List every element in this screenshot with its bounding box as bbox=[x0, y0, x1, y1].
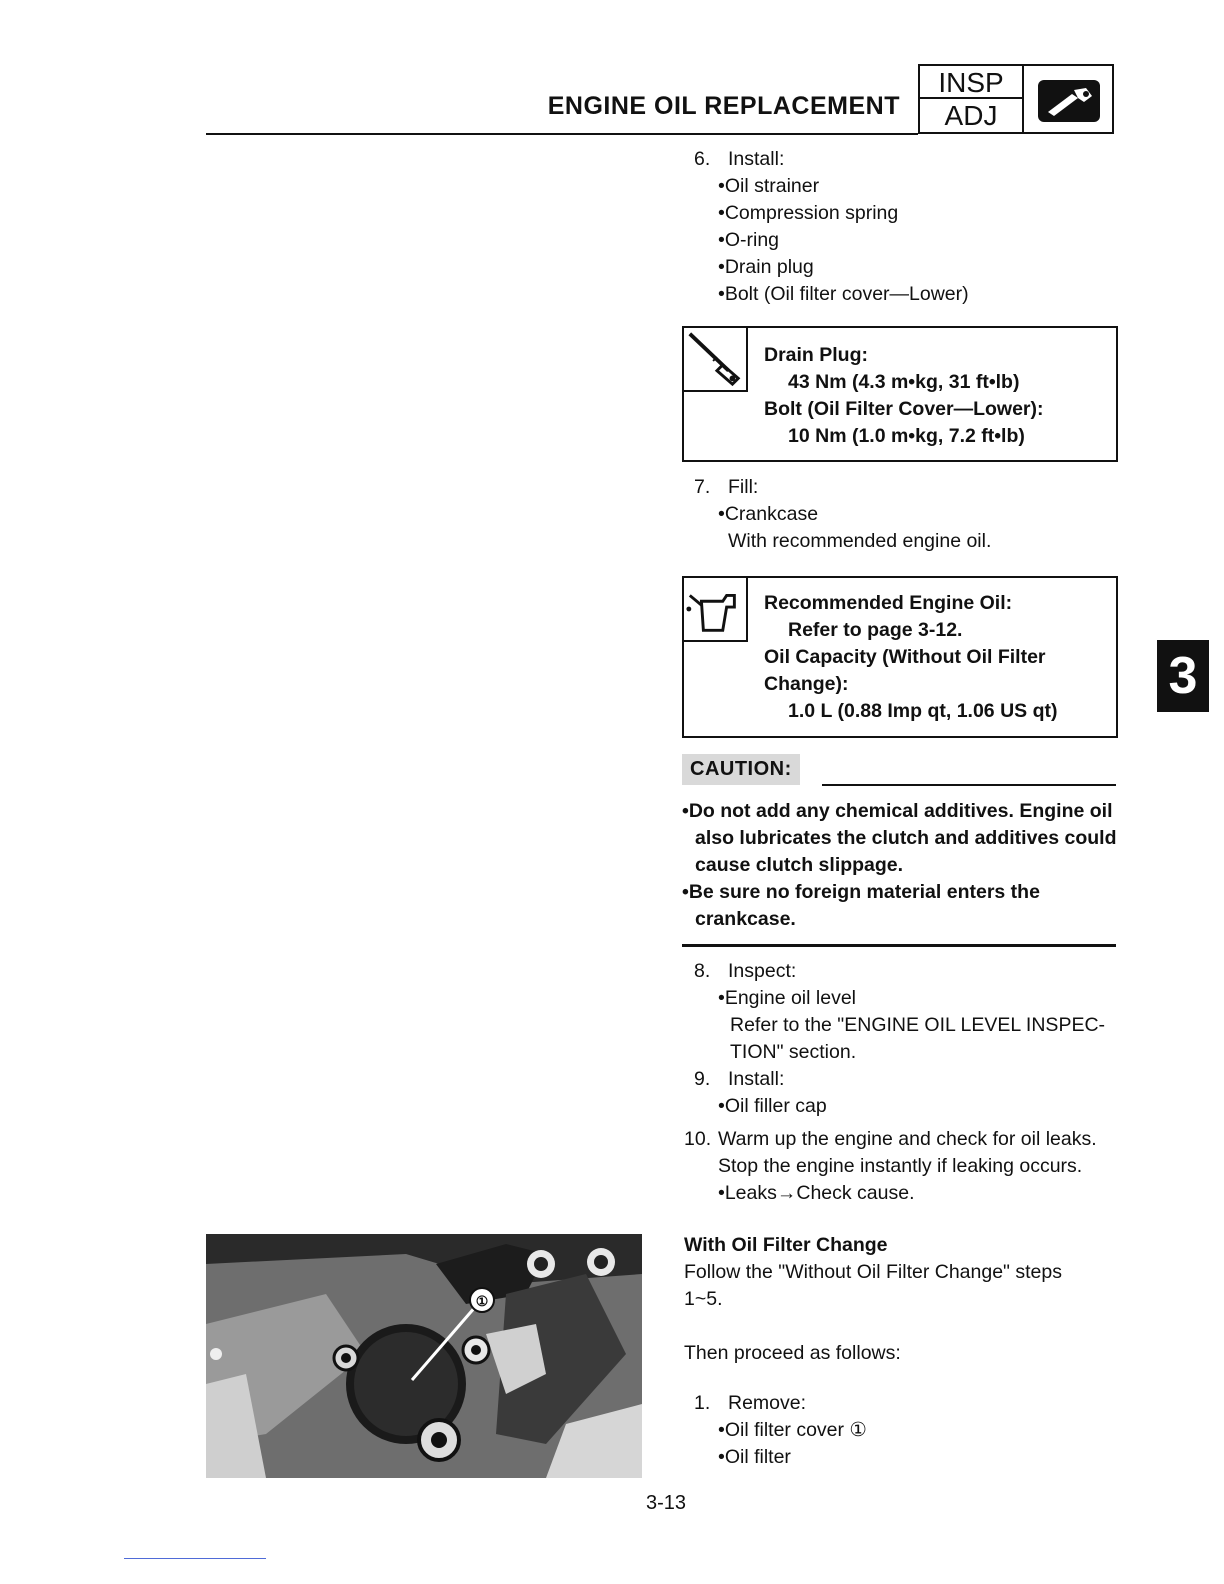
oil-can-icon bbox=[684, 578, 748, 642]
step-number: 9. bbox=[694, 1068, 711, 1090]
step-label: Fill: bbox=[728, 476, 759, 498]
step-line: Stop the engine instantly if leaking occurs. bbox=[718, 1155, 1083, 1177]
spec-value: Refer to page 3-12. bbox=[788, 619, 963, 641]
chapter-tab: 3 bbox=[1157, 640, 1209, 712]
header-rule bbox=[206, 133, 918, 135]
filter-change-section bbox=[684, 1232, 1120, 1471]
badge-insp: INSP bbox=[920, 66, 1024, 99]
list-item: •Engine oil level bbox=[718, 987, 856, 1009]
spec-value: 1.0 L (0.88 Imp qt, 1.06 US qt) bbox=[788, 700, 1058, 722]
spec-line: Drain Plug: bbox=[764, 344, 869, 366]
step-label: Remove: bbox=[728, 1392, 807, 1414]
list-item: •Oil filter cover ① bbox=[718, 1419, 867, 1441]
step-number: 10. bbox=[684, 1128, 712, 1150]
step-note: With recommended engine oil. bbox=[728, 530, 992, 552]
list-item: •Leaks→Check cause. bbox=[718, 1182, 915, 1204]
caution-item: •Do not add any chemical additives. Engine oil also lubricates the clutch and additives could cause clutch slippage. bbox=[682, 800, 1117, 876]
oil-spec-box bbox=[682, 576, 1118, 738]
insp-adj-badge bbox=[918, 64, 1114, 134]
step-note: TION" section. bbox=[730, 1041, 857, 1063]
step-label: Install: bbox=[728, 1068, 785, 1090]
step-number: 7. bbox=[694, 476, 711, 498]
section-heading: With Oil Filter Change bbox=[684, 1234, 888, 1256]
torque-spec-box bbox=[682, 326, 1118, 462]
caution-label: CAUTION: bbox=[682, 754, 800, 785]
caution-item: •Be sure no foreign material enters the crankcase. bbox=[682, 881, 1040, 930]
torque-wrench-icon bbox=[684, 328, 748, 392]
list-item: •Bolt (Oil filter cover—Lower) bbox=[718, 283, 969, 305]
step-label: Install: bbox=[728, 148, 785, 170]
caution-rule bbox=[822, 784, 1116, 786]
step-10 bbox=[684, 1126, 1120, 1207]
section-intro: Follow the "Without Oil Filter Change" steps bbox=[684, 1261, 1062, 1283]
list-item: •Oil filler cap bbox=[718, 1095, 827, 1117]
list-item: •Oil strainer bbox=[718, 175, 820, 197]
section-then: Then proceed as follows: bbox=[684, 1342, 901, 1364]
step-note: Refer to the "ENGINE OIL LEVEL INSPEC- bbox=[730, 1014, 1106, 1036]
step-number: 8. bbox=[694, 960, 711, 982]
step-label: Inspect: bbox=[728, 960, 797, 982]
step-8 bbox=[684, 958, 1120, 1120]
step-number: 1. bbox=[694, 1392, 711, 1414]
caution-text bbox=[682, 798, 1118, 933]
engine-photo bbox=[206, 1234, 642, 1478]
spec-value: 43 Nm (4.3 m•kg, 31 ft•lb) bbox=[788, 371, 1020, 393]
photo-callout: ① bbox=[475, 1293, 489, 1309]
caution-end-rule bbox=[682, 944, 1116, 947]
list-item: •Oil filter bbox=[718, 1446, 791, 1468]
spec-line: Oil Capacity (Without Oil Filter bbox=[764, 646, 1046, 668]
page-number: 3-13 bbox=[646, 1492, 687, 1514]
footer-rule bbox=[124, 1558, 266, 1559]
page-title: ENGINE OIL REPLACEMENT bbox=[547, 92, 900, 120]
spec-line: Recommended Engine Oil: bbox=[764, 592, 1013, 614]
step-6 bbox=[684, 146, 1120, 308]
spec-line: Change): bbox=[764, 673, 849, 695]
step-line: Warm up the engine and check for oil leaks. bbox=[718, 1128, 1097, 1150]
list-item: •Crankcase bbox=[718, 503, 819, 525]
list-item: •Compression spring bbox=[718, 202, 899, 224]
spec-value: 10 Nm (1.0 m•kg, 7.2 ft•lb) bbox=[788, 425, 1025, 447]
section-intro: 1~5. bbox=[684, 1288, 723, 1310]
list-item: •O-ring bbox=[718, 229, 780, 251]
step-number: 6. bbox=[694, 148, 711, 170]
badge-adj: ADJ bbox=[920, 99, 1024, 132]
list-item: •Drain plug bbox=[718, 256, 814, 278]
wrench-icon bbox=[1034, 74, 1104, 126]
spec-line: Bolt (Oil Filter Cover—Lower): bbox=[764, 398, 1044, 420]
step-7 bbox=[684, 474, 1120, 555]
